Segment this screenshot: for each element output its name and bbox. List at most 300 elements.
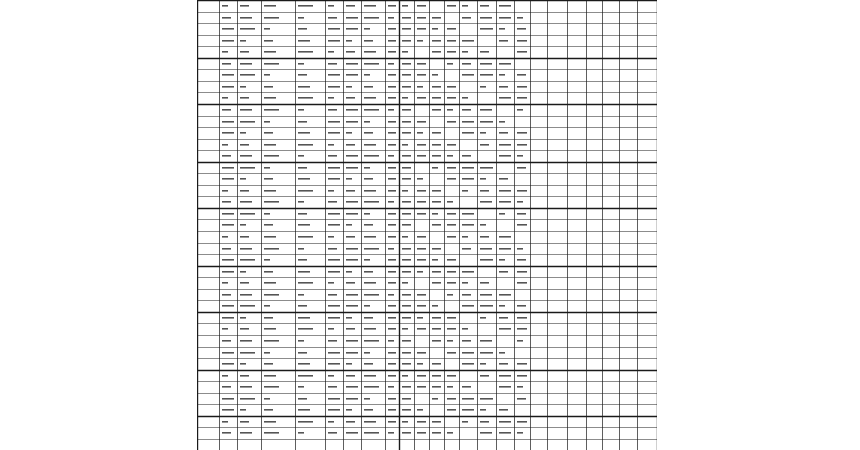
cell-text-mark — [264, 421, 276, 423]
cell-text-mark — [264, 363, 273, 365]
cell-text-mark — [222, 248, 231, 250]
cell-text-mark — [480, 51, 489, 53]
cell-text-mark — [328, 259, 340, 261]
cell-text-mark — [298, 86, 310, 88]
cell-text-mark — [346, 340, 358, 342]
cell-text-mark — [240, 51, 249, 53]
cell-text-mark — [298, 282, 313, 284]
cell-text-mark — [346, 375, 355, 377]
cell-text-mark — [346, 421, 355, 423]
cell-text-mark — [480, 282, 489, 284]
cell-text-mark — [346, 363, 352, 365]
cell-text-mark — [264, 248, 279, 250]
cell-text-mark — [298, 63, 304, 65]
cell-text-mark — [402, 282, 408, 284]
cell-text-mark — [222, 375, 228, 377]
cell-text-mark — [480, 86, 486, 88]
cell-text-mark — [480, 409, 486, 411]
cell-text-mark — [346, 248, 358, 250]
cell-text-mark — [264, 74, 270, 76]
cell-text-mark — [417, 248, 426, 250]
cell-text-mark — [264, 5, 276, 7]
cell-text-mark — [499, 271, 508, 273]
cell-text-mark — [264, 271, 273, 273]
cell-text-mark — [364, 375, 376, 377]
cell-text-mark — [480, 305, 493, 307]
cell-text-mark — [364, 40, 373, 42]
cell-text-mark — [222, 305, 234, 307]
cell-text-mark — [417, 178, 423, 180]
cell-text-mark — [328, 271, 340, 273]
cell-text-mark — [480, 421, 489, 423]
cell-text-mark — [432, 109, 441, 111]
cell-text-mark — [328, 121, 340, 123]
cell-text-mark — [447, 28, 456, 30]
cell-text-mark — [402, 224, 411, 226]
cell-text-mark — [346, 121, 358, 123]
cell-text-mark — [417, 409, 423, 411]
cell-text-mark — [346, 17, 358, 19]
cell-text-mark — [499, 352, 505, 354]
cell-text-mark — [517, 213, 526, 215]
cell-text-mark — [517, 398, 526, 400]
cell-text-mark — [298, 121, 307, 123]
cell-text-mark — [240, 132, 246, 134]
cell-text-mark — [264, 97, 276, 99]
cell-text-mark — [240, 271, 246, 273]
cell-text-mark — [222, 432, 231, 434]
cell-text-mark — [222, 259, 234, 261]
cell-text-mark — [298, 259, 307, 261]
cell-text-mark — [499, 409, 508, 411]
cell-text-mark — [388, 398, 396, 400]
cell-text-mark — [480, 178, 486, 180]
cell-text-mark — [462, 271, 474, 273]
cell-text-mark — [328, 144, 334, 146]
cell-text-mark — [240, 97, 249, 99]
cell-text-mark — [517, 340, 523, 342]
cell-text-mark — [298, 236, 313, 238]
cell-text-mark — [499, 132, 508, 134]
cell-text-mark — [240, 432, 252, 434]
cell-text-mark — [432, 282, 441, 284]
cell-text-mark — [402, 398, 411, 400]
cell-text-mark — [432, 259, 438, 261]
cell-text-mark — [447, 109, 453, 111]
cell-text-mark — [462, 40, 474, 42]
cell-text-mark — [432, 328, 441, 330]
cell-text-mark — [222, 271, 234, 273]
cell-text-mark — [402, 121, 411, 123]
cell-text-mark — [388, 294, 394, 296]
cell-text-mark — [417, 28, 426, 30]
cell-text-mark — [480, 201, 492, 203]
cell-text-mark — [417, 144, 426, 146]
cell-text-mark — [328, 132, 340, 134]
cell-text-mark — [447, 224, 456, 226]
cell-text-mark — [222, 294, 231, 296]
cell-text-mark — [222, 201, 231, 203]
cell-text-mark — [222, 121, 234, 123]
cell-text-mark — [499, 421, 511, 423]
cell-text-mark — [517, 40, 527, 42]
cell-text-mark — [432, 28, 438, 30]
cell-text-mark — [264, 352, 270, 354]
cell-text-mark — [402, 51, 408, 53]
cell-text-mark — [222, 63, 231, 65]
cell-text-mark — [388, 317, 396, 319]
cell-text-mark — [417, 386, 426, 388]
cell-text-mark — [364, 17, 379, 19]
cell-text-mark — [364, 271, 373, 273]
cell-text-mark — [240, 213, 255, 215]
cell-text-mark — [298, 74, 307, 76]
cell-text-mark — [240, 144, 249, 146]
cell-text-mark — [499, 63, 511, 65]
cell-text-mark — [364, 305, 370, 307]
cell-text-mark — [499, 375, 511, 377]
cell-text-mark — [432, 398, 438, 400]
cell-text-mark — [240, 421, 249, 423]
cell-text-mark — [298, 51, 313, 53]
cell-text-mark — [346, 201, 358, 203]
cell-text-mark — [517, 282, 527, 284]
cell-text-mark — [222, 51, 228, 53]
cell-text-mark — [364, 28, 370, 30]
cell-text-mark — [364, 363, 373, 365]
cell-text-mark — [462, 167, 474, 169]
cell-text-mark — [402, 259, 411, 261]
table-grid — [197, 0, 657, 450]
cell-text-mark — [462, 74, 474, 76]
cell-text-mark — [364, 294, 379, 296]
cell-text-mark — [388, 271, 396, 273]
cell-text-mark — [328, 224, 340, 226]
cell-text-mark — [517, 363, 527, 365]
cell-text-mark — [298, 305, 307, 307]
cell-text-mark — [264, 398, 270, 400]
cell-text-mark — [447, 86, 456, 88]
cell-text-mark — [417, 421, 426, 423]
cell-text-mark — [298, 224, 310, 226]
cell-text-mark — [432, 74, 438, 76]
cell-text-mark — [298, 190, 313, 192]
cell-text-mark — [447, 328, 456, 330]
cell-text-mark — [328, 178, 340, 180]
cell-text-mark — [417, 40, 423, 42]
cell-text-mark — [298, 28, 307, 30]
cell-text-mark — [388, 190, 396, 192]
cell-text-mark — [517, 259, 526, 261]
cell-text-mark — [364, 213, 370, 215]
cell-text-mark — [364, 167, 370, 169]
cell-text-mark — [264, 155, 279, 157]
cell-text-mark — [517, 167, 526, 169]
cell-text-mark — [328, 317, 340, 319]
cell-text-mark — [447, 167, 456, 169]
cell-text-mark — [298, 97, 313, 99]
cell-text-mark — [222, 109, 231, 111]
cell-text-mark — [402, 248, 411, 250]
cell-text-mark — [462, 294, 471, 296]
cell-text-mark — [328, 74, 340, 76]
cell-text-mark — [432, 40, 441, 42]
cell-text-mark — [447, 121, 456, 123]
cell-text-mark — [328, 5, 334, 7]
cell-text-mark — [264, 109, 279, 111]
cell-text-mark — [328, 248, 337, 250]
cell-text-mark — [222, 317, 234, 319]
cell-text-mark — [499, 432, 511, 434]
cell-text-mark — [432, 190, 441, 192]
cell-text-mark — [346, 386, 358, 388]
cell-text-mark — [264, 178, 273, 180]
cell-text-mark — [517, 132, 527, 134]
cell-text-mark — [388, 386, 394, 388]
cell-text-mark — [364, 144, 376, 146]
cell-text-mark — [447, 352, 456, 354]
cell-text-mark — [298, 167, 307, 169]
cell-text-mark — [447, 213, 456, 215]
cell-text-mark — [499, 5, 511, 7]
cell-text-mark — [447, 375, 456, 377]
cell-text-mark — [298, 17, 304, 19]
cell-text-mark — [264, 409, 273, 411]
cell-text-mark — [432, 51, 441, 53]
cell-text-mark — [264, 224, 273, 226]
cell-text-mark — [388, 28, 396, 30]
cell-text-mark — [240, 259, 255, 261]
cell-text-mark — [328, 328, 334, 330]
cell-text-mark — [264, 282, 276, 284]
cell-text-mark — [222, 190, 228, 192]
cell-text-mark — [364, 340, 379, 342]
cell-text-mark — [517, 248, 523, 250]
cell-text-mark — [462, 224, 474, 226]
cell-text-mark — [298, 109, 304, 111]
cell-text-mark — [240, 167, 255, 169]
cell-text-mark — [240, 224, 246, 226]
cell-text-mark — [462, 63, 471, 65]
cell-text-mark — [417, 432, 426, 434]
cell-text-mark — [222, 17, 231, 19]
cell-text-mark — [462, 409, 474, 411]
cell-text-mark — [298, 386, 304, 388]
cell-text-mark — [480, 17, 492, 19]
cell-text-mark — [364, 74, 370, 76]
cell-text-mark — [402, 386, 411, 388]
cell-text-mark — [298, 375, 313, 377]
cell-text-mark — [346, 259, 358, 261]
cell-text-mark — [222, 224, 234, 226]
cell-text-mark — [499, 236, 511, 238]
cell-text-mark — [402, 167, 411, 169]
cell-text-mark — [480, 340, 492, 342]
cell-text-mark — [480, 224, 486, 226]
cell-text-mark — [402, 178, 411, 180]
cell-text-mark — [264, 305, 270, 307]
cell-text-mark — [462, 236, 468, 238]
cell-text-mark — [222, 28, 234, 30]
cell-text-mark — [328, 282, 334, 284]
cell-text-mark — [388, 201, 394, 203]
cell-text-mark — [402, 155, 411, 157]
cell-text-mark — [298, 421, 313, 423]
cell-text-mark — [346, 144, 355, 146]
cell-text-mark — [240, 121, 255, 123]
cell-text-mark — [517, 386, 523, 388]
cell-text-mark — [447, 155, 453, 157]
cell-text-mark — [240, 340, 252, 342]
cell-text-mark — [447, 398, 456, 400]
cell-text-mark — [417, 63, 426, 65]
cell-text-mark — [388, 155, 394, 157]
cell-text-mark — [462, 132, 474, 134]
cell-text-mark — [328, 167, 340, 169]
cell-text-mark — [240, 363, 246, 365]
cell-text-mark — [462, 51, 468, 53]
cell-text-mark — [462, 363, 474, 365]
cell-text-mark — [402, 40, 411, 42]
cell-text-mark — [364, 121, 370, 123]
cell-text-mark — [480, 144, 489, 146]
cell-text-mark — [222, 282, 228, 284]
cell-text-mark — [364, 97, 376, 99]
cell-text-mark — [346, 213, 358, 215]
cell-text-mark — [480, 375, 489, 377]
cell-text-mark — [264, 190, 276, 192]
cell-text-mark — [402, 317, 411, 319]
cell-text-mark — [388, 5, 396, 7]
cell-text-mark — [328, 305, 340, 307]
cell-text-mark — [264, 236, 276, 238]
cell-text-mark — [346, 178, 352, 180]
cell-text-mark — [447, 201, 453, 203]
cell-text-mark — [517, 109, 523, 111]
cell-text-mark — [499, 363, 508, 365]
cell-text-mark — [499, 17, 511, 19]
cell-text-mark — [328, 340, 337, 342]
cell-text-mark — [346, 409, 352, 411]
cell-text-mark — [499, 201, 511, 203]
cell-text-mark — [432, 340, 441, 342]
cell-text-mark — [462, 305, 474, 307]
cell-text-mark — [447, 63, 453, 65]
cell-text-mark — [328, 352, 340, 354]
cell-text-mark — [328, 294, 337, 296]
cell-text-mark — [432, 213, 438, 215]
cell-text-mark — [264, 375, 276, 377]
cell-text-mark — [499, 190, 511, 192]
cell-text-mark — [346, 317, 352, 319]
cell-text-mark — [328, 63, 337, 65]
cell-text-mark — [388, 236, 396, 238]
cell-text-mark — [222, 328, 228, 330]
cell-text-mark — [432, 375, 441, 377]
cell-text-mark — [432, 224, 441, 226]
cell-text-mark — [432, 132, 441, 134]
cell-text-mark — [388, 86, 396, 88]
cell-text-mark — [328, 86, 340, 88]
cell-text-mark — [402, 432, 411, 434]
cell-text-mark — [480, 190, 489, 192]
cell-text-mark — [240, 178, 246, 180]
cell-text-mark — [432, 17, 441, 19]
cell-text-mark — [240, 386, 252, 388]
cell-text-mark — [499, 86, 508, 88]
cell-text-mark — [417, 294, 426, 296]
cell-text-mark — [447, 40, 456, 42]
cell-text-mark — [417, 259, 426, 261]
cell-text-mark — [462, 386, 471, 388]
cell-text-mark — [402, 190, 408, 192]
cell-text-mark — [517, 155, 523, 157]
cell-text-mark — [328, 28, 340, 30]
cell-text-mark — [417, 305, 426, 307]
cell-text-mark — [264, 132, 273, 134]
cell-text-mark — [402, 17, 411, 19]
cell-text-mark — [222, 421, 228, 423]
cell-text-mark — [388, 213, 396, 215]
cell-text-mark — [364, 282, 376, 284]
cell-text-mark — [298, 352, 307, 354]
cell-text-mark — [346, 63, 358, 65]
cell-text-mark — [499, 305, 505, 307]
cell-text-mark — [328, 51, 334, 53]
cell-text-mark — [364, 132, 373, 134]
cell-text-mark — [417, 213, 426, 215]
cell-text-mark — [298, 432, 304, 434]
cell-text-mark — [222, 5, 228, 7]
cell-text-mark — [402, 340, 411, 342]
cell-text-mark — [328, 236, 334, 238]
cell-text-mark — [480, 317, 486, 319]
cell-text-mark — [328, 363, 340, 365]
cell-text-mark — [264, 317, 273, 319]
cell-text-mark — [517, 86, 527, 88]
cell-text-mark — [346, 432, 358, 434]
cell-text-mark — [480, 248, 492, 250]
cell-text-mark — [264, 144, 276, 146]
cell-text-mark — [298, 144, 313, 146]
cell-text-mark — [417, 190, 426, 192]
cell-text-mark — [240, 201, 252, 203]
cell-text-mark — [298, 398, 307, 400]
cell-text-mark — [298, 363, 310, 365]
cell-text-mark — [499, 97, 511, 99]
cell-text-mark — [517, 328, 527, 330]
cell-text-mark — [447, 432, 453, 434]
cell-text-mark — [462, 190, 468, 192]
cell-text-mark — [462, 121, 474, 123]
cell-text-mark — [402, 305, 411, 307]
cell-text-mark — [346, 294, 358, 296]
cell-text-mark — [417, 121, 426, 123]
cell-text-mark — [432, 363, 441, 365]
cell-text-mark — [328, 398, 340, 400]
cell-text-mark — [388, 178, 396, 180]
cell-text-mark — [447, 386, 453, 388]
cell-text-mark — [388, 63, 394, 65]
cell-text-mark — [499, 213, 505, 215]
cell-text-mark — [264, 17, 279, 19]
cell-text-mark — [346, 398, 358, 400]
cell-text-mark — [222, 363, 234, 365]
cell-text-mark — [432, 432, 441, 434]
cell-text-mark — [222, 74, 234, 76]
cell-text-mark — [222, 167, 234, 169]
cell-text-mark — [388, 259, 396, 261]
